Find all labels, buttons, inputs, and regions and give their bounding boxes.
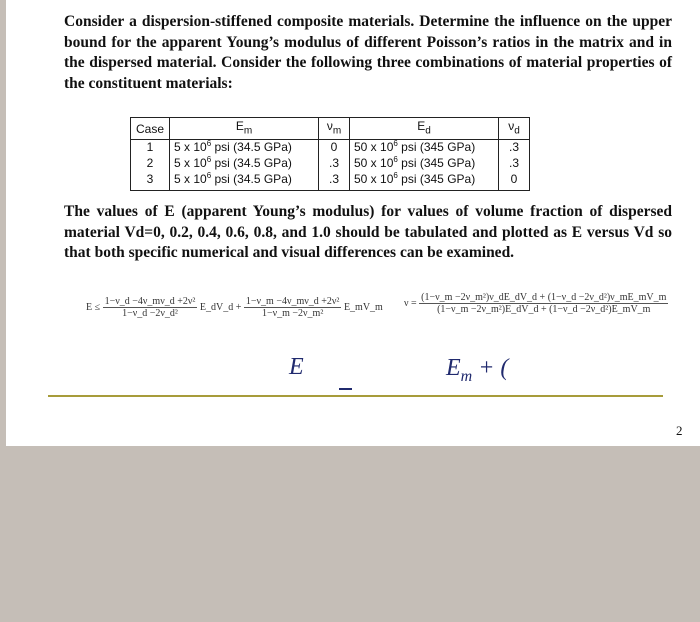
task-description: The values of E (apparent Young’s modulus) for values of volume fraction of dispersed material Vd=0, 0.2, 0.4, 0.6, 0.8, and 1.0 should be tabulated and plotted as E versus Vd so that both specific numerical and visual differences can be examined. [64, 203, 672, 261]
header-ed: $E_d$ [350, 118, 499, 140]
cell-ed: 50 x $10^6$ psi (345 GPa) [350, 156, 499, 172]
eq1-term-1: E_dV_d + [199, 301, 242, 313]
problem-intro: Consider a dispersion-stiffened composite materials. Determine the influence on the upper bound for the apparent Young’s modulus of different Poisson’s ratios in the matrix and in the dispersed material. Consider the following three combinations of material properties of the constituent materials: [64, 13, 672, 92]
cell-vm: .3 [319, 172, 350, 191]
cell-case: 3 [131, 172, 170, 191]
cell-vm: .3 [319, 156, 350, 172]
handwritten-dash [339, 388, 352, 390]
table-row [131, 172, 530, 191]
header-vm: $\nu_m$ [319, 118, 350, 140]
cell-vd: .3 [499, 140, 530, 157]
table-row [131, 140, 530, 157]
cell-em: 5 x $10^6$ psi (34.5 GPa) [170, 140, 319, 157]
cell-vd: 0 [499, 172, 530, 191]
table-header-row [131, 118, 530, 140]
poisson-ratio-equation [404, 292, 668, 315]
modulus-bound-equation [86, 296, 383, 319]
material-properties-table [130, 117, 530, 191]
eq1-fraction-2: $\frac{\text{1−ν\_m −4ν\_mν\_d +2ν²}}{\text{1−ν\_m −2ν\_m²}}$ [245, 296, 340, 319]
eq1-term-2: E_mV_m [343, 301, 383, 313]
separator-line [48, 395, 663, 397]
cell-case: 1 [131, 140, 170, 157]
eq1-fraction-1: $\frac{\text{1−ν\_d −4ν\_mν\_d +2ν²}}{\text{1−ν\_d −2ν\_d²}}$ [104, 296, 196, 319]
cell-em: 5 x $10^6$ psi (34.5 GPa) [170, 172, 319, 191]
eq1-lhs: E ≤ [86, 301, 101, 313]
eq2-lhs: ν = [404, 297, 417, 309]
header-em: $E_m$ [170, 118, 319, 140]
document-page [6, 0, 700, 446]
cell-ed: 50 x $10^6$ psi (345 GPa) [350, 172, 499, 191]
cell-vm: 0 [319, 140, 350, 157]
eq2-fraction: $\frac{\text{(1−ν\_m −2ν\_m²)ν\_dE\_dV\_d + (1−ν\_d −2ν\_d²)ν\_mE\_mV\_m}}{\text{(1−ν\_m −2ν\_m²)E\_dV\_d + (1−ν\_d −2ν\_d²)E\_mV\_m}}$ [421, 292, 667, 315]
handwritten-em-plus: $E_m$ + ( [446, 355, 509, 385]
cell-em: 5 x $10^6$ psi (34.5 GPa) [170, 156, 319, 172]
header-vd: $\nu_d$ [499, 118, 530, 140]
cell-ed: 50 x $10^6$ psi (345 GPa) [350, 140, 499, 157]
cell-vd: .3 [499, 156, 530, 172]
cell-case: 2 [131, 156, 170, 172]
header-case: Case [131, 118, 170, 140]
table-row [131, 156, 530, 172]
page-number: 2 [676, 423, 683, 438]
handwritten-e: E [289, 354, 304, 380]
